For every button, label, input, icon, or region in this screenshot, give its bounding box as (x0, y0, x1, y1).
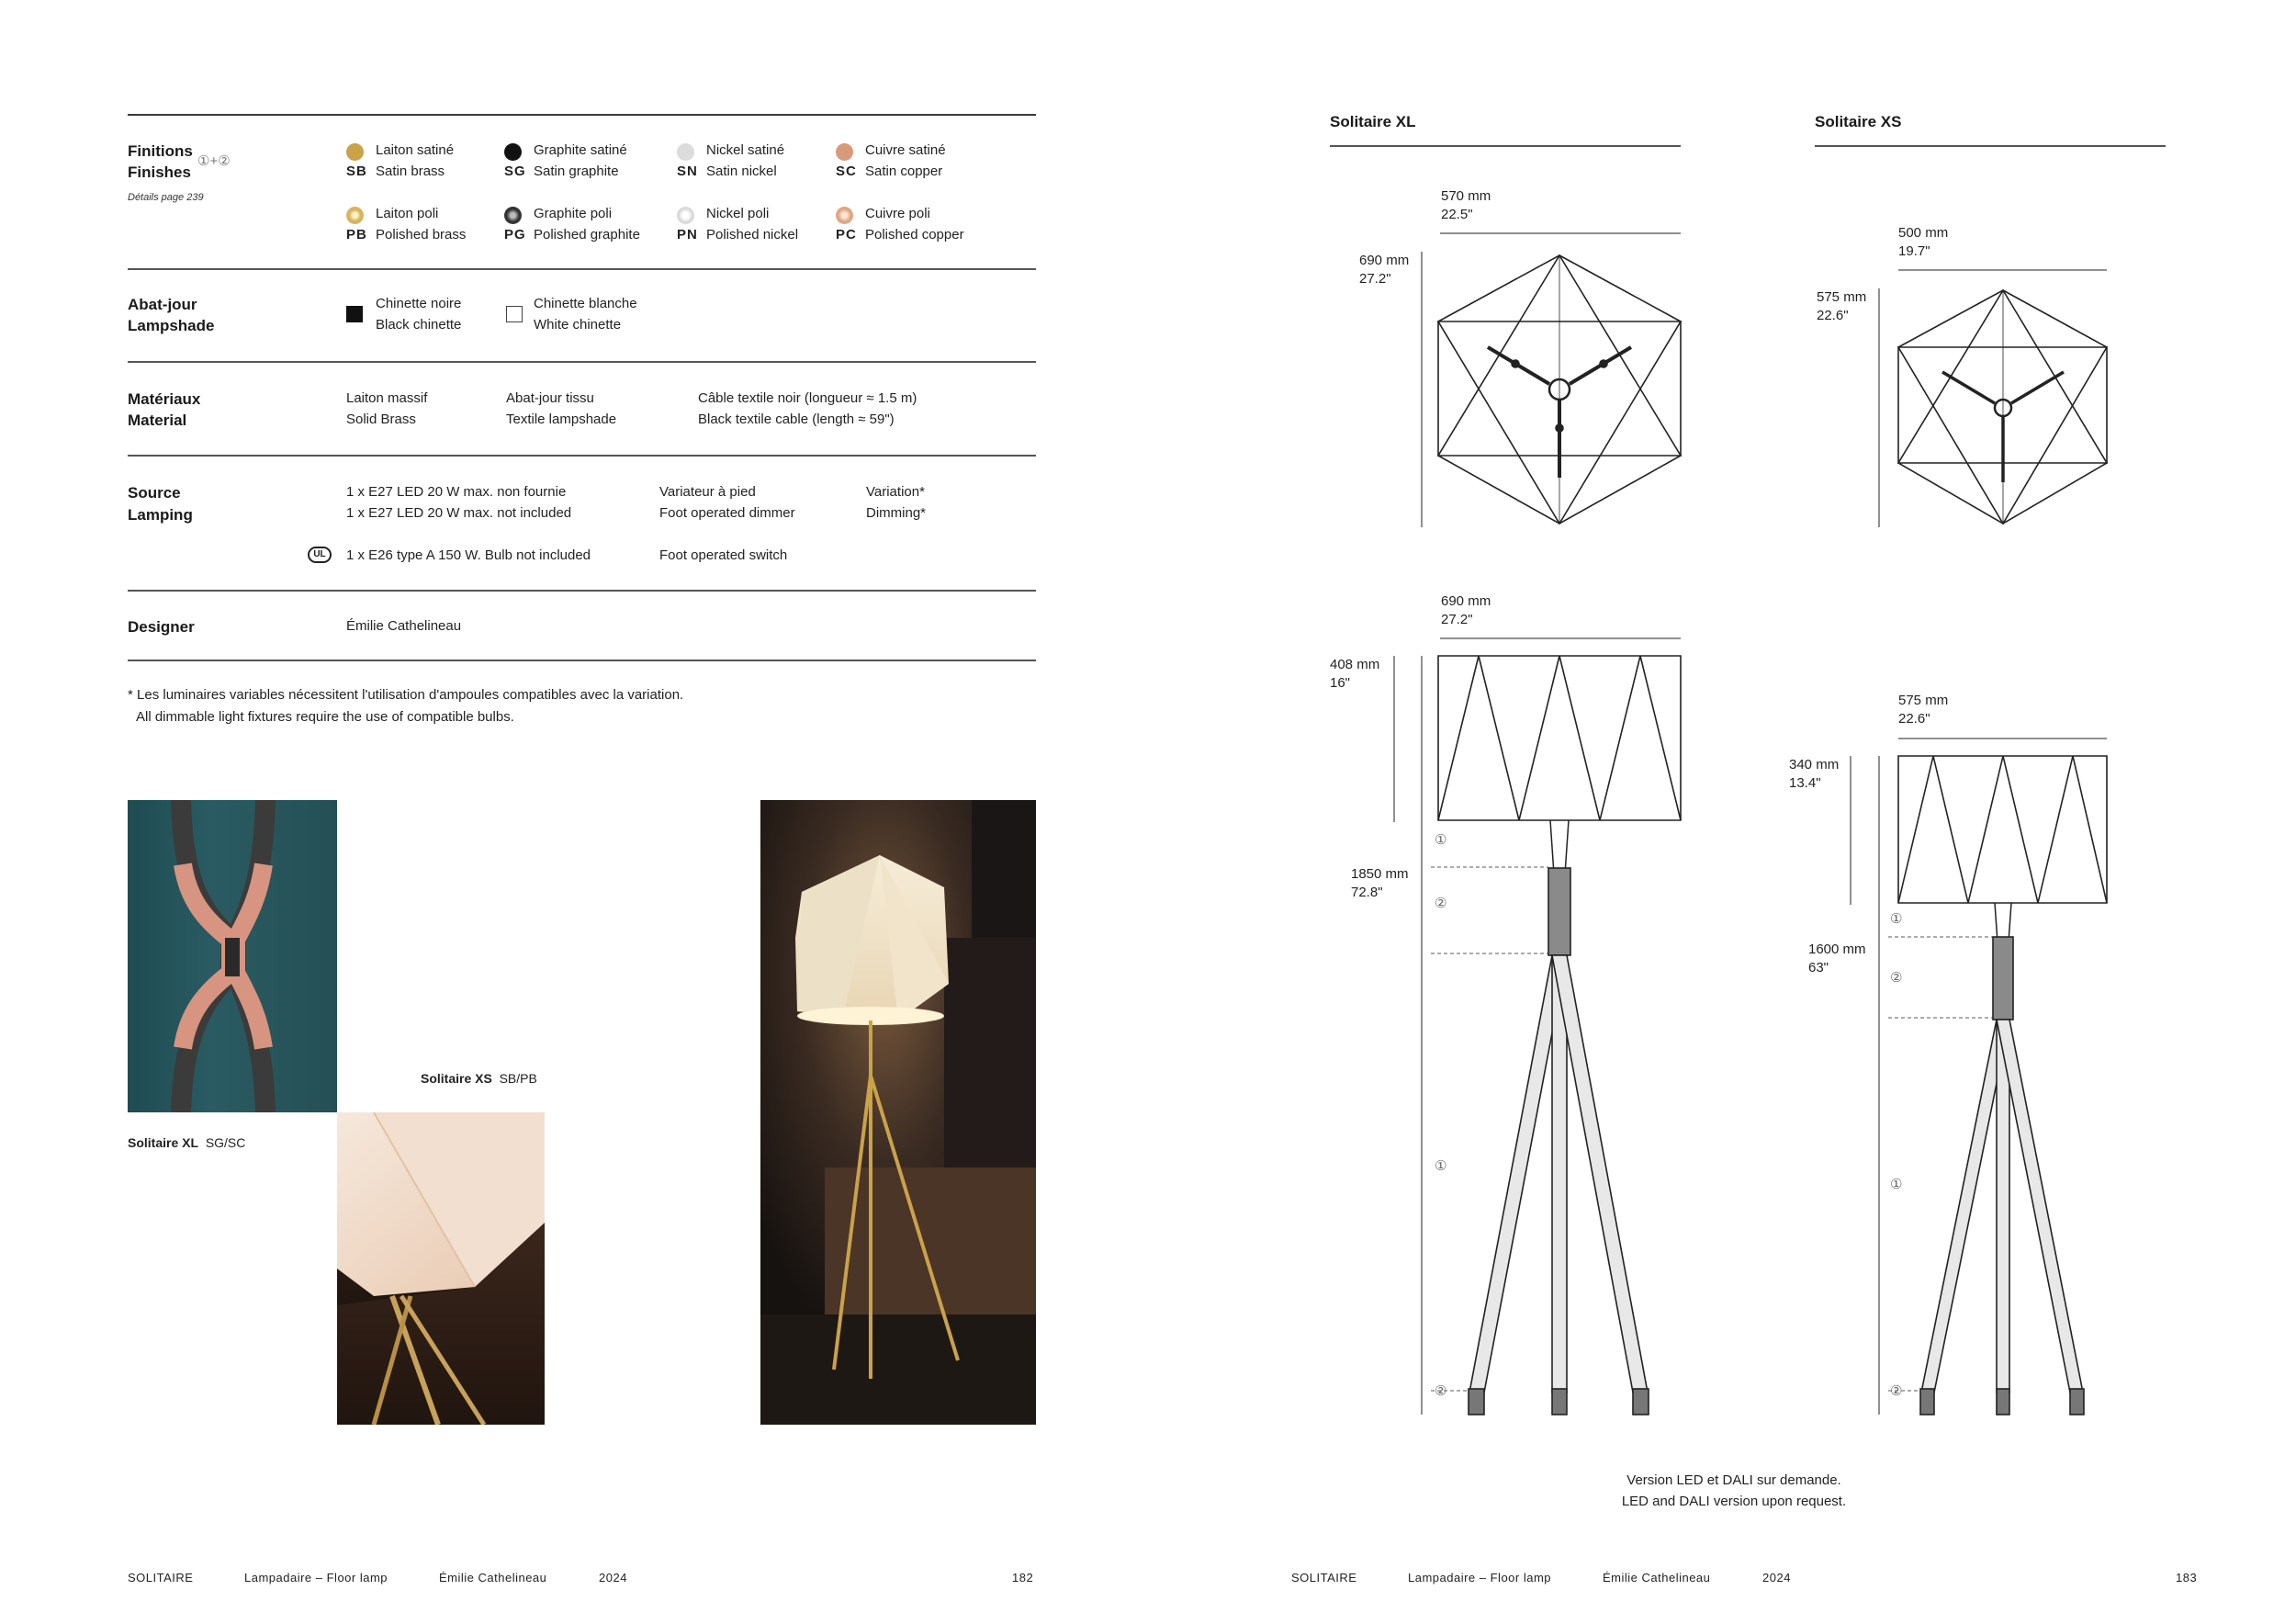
ul-lamping-line: 1 x E26 type A 150 W. Bulb not included (346, 547, 591, 563)
xl-top-height-mm: 690 mm (1359, 253, 1410, 268)
caption-xl (128, 1135, 245, 1150)
footer-brand: SOLITAIRE (128, 1571, 194, 1585)
caption-xs (421, 1071, 537, 1086)
white-chinette-swatch[interactable] (506, 306, 523, 322)
caption-xs-model: Solitaire XS (421, 1071, 492, 1086)
xl-marker-2-foot: ② (1435, 1383, 1447, 1399)
footer-type: Lampadaire – Floor lamp (244, 1571, 388, 1585)
variation-en: Dimming* (866, 505, 927, 521)
xl-top-width-mm: 570 mm (1441, 188, 1491, 204)
xs-marker-2-foot: ② (1890, 1383, 1903, 1399)
lamping-line1: 1 x E27 LED 20 W max. non fournie (346, 484, 567, 500)
xl-marker-1-top: ① (1435, 832, 1447, 848)
photo-room-scene (760, 800, 1036, 1425)
finish-steps: ①+② (197, 153, 231, 169)
xl-shade-height-mm: 408 mm (1330, 657, 1380, 672)
section-divider (128, 268, 1036, 270)
ul-certification-icon: UL (308, 547, 332, 563)
finish-fr: Laiton poli (376, 206, 439, 221)
finish-en: Polished brass (376, 227, 467, 242)
finishes-label-en: Finishes (128, 164, 191, 181)
swatch-dot (346, 143, 364, 161)
version-note-fr: Version LED et DALI sur demande. (1626, 1472, 1841, 1488)
finish-fr: Cuivre poli (865, 206, 930, 221)
xs-marker-2: ② (1890, 970, 1903, 986)
material-3-en: Black textile cable (length ≈ 59") (698, 412, 895, 427)
finish-en: Polished graphite (534, 227, 640, 242)
material-1-en: Solid Brass (346, 412, 416, 427)
footer-brand: SOLITAIRE (1291, 1571, 1357, 1585)
finish-fr: Graphite satiné (534, 142, 627, 158)
photo-xl-detail (128, 800, 337, 1112)
finish-en: Satin nickel (706, 164, 777, 179)
finish-fr: Nickel poli (706, 206, 770, 221)
lampshade-opt1-fr: Chinette noire (376, 296, 462, 311)
section-divider (128, 590, 1036, 592)
lamping-label-en: Lamping (128, 506, 193, 524)
caption-xl-finish: SG/SC (205, 1135, 246, 1150)
footer-type: Lampadaire – Floor lamp (1408, 1571, 1552, 1585)
xl-top-height-in: 27.2" (1359, 271, 1391, 287)
finish-code: SG (504, 164, 526, 179)
xl-side-width-in: 27.2" (1441, 612, 1473, 627)
section-divider (128, 660, 1036, 661)
finish-en: Satin graphite (534, 164, 619, 179)
lamping-line2: 1 x E27 LED 20 W max. not included (346, 505, 572, 521)
shade-closeup-illustration (337, 1112, 545, 1425)
finishes-label-fr: Finitions (128, 142, 193, 160)
xl-marker-2: ② (1435, 896, 1447, 911)
xl-marker-1-leg: ① (1435, 1158, 1447, 1174)
finish-fr: Nickel satiné (706, 142, 785, 158)
section-divider (128, 455, 1036, 457)
footer-year: 2024 (1762, 1571, 1791, 1585)
footer-page-number: 183 (2176, 1571, 2198, 1585)
xl-side-width-mm: 690 mm (1441, 593, 1491, 609)
finishes-details-note: Détails page 239 (128, 192, 204, 203)
finish-en: Satin copper (865, 164, 943, 179)
finish-code: PG (504, 227, 526, 242)
xs-marker-1-leg: ① (1890, 1177, 1903, 1192)
designer-name: Émilie Cathelineau (346, 618, 462, 634)
xs-marker-1-top: ① (1890, 911, 1903, 927)
footnote-fr: * Les luminaires variables nécessitent l'utilisation d'ampoules compatibles avec la variation. (128, 687, 684, 703)
lampshade-label-en: Lampshade (128, 317, 215, 334)
lamping-label-fr: Source (128, 484, 181, 502)
xs-title-rule (1815, 145, 2166, 147)
material-3-fr: Câble textile noir (longueur ≈ 1.5 m) (698, 390, 917, 406)
lampshade-opt2-en: White chinette (534, 317, 622, 333)
dimmer-fr: Variateur à pied (659, 484, 756, 500)
technical-drawing (1267, 165, 2186, 1433)
xs-top-width-in: 19.7" (1898, 243, 1930, 259)
finish-code: SB (346, 164, 367, 179)
finish-en: Polished nickel (706, 227, 799, 242)
xl-title-rule (1330, 145, 1681, 147)
xl-title: Solitaire XL (1330, 113, 1416, 130)
xs-top-height-in: 22.6" (1817, 308, 1849, 323)
dimmer-en: Foot operated dimmer (659, 505, 795, 521)
variation-fr: Variation* (866, 484, 925, 500)
finish-fr: Graphite poli (534, 206, 613, 221)
lampshade-opt2-fr: Chinette blanche (534, 296, 637, 311)
finish-code: SC (836, 164, 857, 179)
xs-total-height-in: 63" (1808, 960, 1829, 976)
version-note-en: LED and DALI version upon request. (1621, 1494, 1847, 1509)
footer-page-number: 182 (1012, 1571, 1034, 1585)
foot-switch: Foot operated switch (659, 547, 788, 563)
swatch-dot (836, 143, 853, 161)
finish-code: PB (346, 227, 367, 242)
xl-total-height-mm: 1850 mm (1351, 866, 1409, 882)
swatch-dot (677, 143, 694, 161)
swatch-dot (504, 143, 522, 161)
swatch-dot (346, 207, 364, 224)
xl-shade-height-in: 16" (1330, 675, 1351, 691)
xs-title: Solitaire XS (1815, 113, 1902, 130)
designer-label: Designer (128, 618, 195, 636)
xs-side-width-in: 22.6" (1898, 711, 1930, 727)
finish-fr: Laiton satiné (376, 142, 455, 158)
top-rule (128, 114, 1036, 116)
lampshade-opt1-en: Black chinette (376, 317, 462, 333)
finish-en: Satin brass (376, 164, 445, 179)
swatch-dot (504, 207, 522, 224)
xl-total-height-in: 72.8" (1351, 885, 1383, 900)
material-1-fr: Laiton massif (346, 390, 428, 406)
finish-code: PC (836, 227, 857, 242)
footer-designer: Émilie Cathelineau (1603, 1571, 1711, 1585)
xs-top-height-mm: 575 mm (1817, 289, 1867, 305)
xs-side-width-mm: 575 mm (1898, 693, 1949, 708)
material-2-fr: Abat-jour tissu (506, 390, 594, 406)
material-label-en: Material (128, 412, 187, 429)
xs-top-width-mm: 500 mm (1898, 225, 1949, 241)
lampshade-label-fr: Abat-jour (128, 296, 197, 313)
xs-total-height-mm: 1600 mm (1808, 942, 1866, 957)
section-divider (128, 361, 1036, 363)
footer-designer: Émilie Cathelineau (439, 1571, 547, 1585)
room-scene-illustration (760, 800, 1036, 1425)
xl-top-width-in: 22.5" (1441, 207, 1473, 222)
material-2-en: Textile lampshade (506, 412, 617, 427)
black-chinette-swatch[interactable] (346, 306, 363, 322)
photo-xs-detail (337, 1112, 545, 1425)
finish-en: Polished copper (865, 227, 964, 242)
finish-code: SN (677, 164, 698, 179)
caption-xs-finish: SB/PB (499, 1071, 537, 1086)
xs-shade-height-in: 13.4" (1789, 775, 1821, 791)
finish-fr: Cuivre satiné (865, 142, 946, 158)
material-label-fr: Matériaux (128, 390, 201, 408)
caption-xl-model: Solitaire XL (128, 1135, 199, 1150)
leg-detail-illustration (128, 800, 337, 1112)
swatch-dot (677, 207, 694, 224)
xs-shade-height-mm: 340 mm (1789, 757, 1840, 773)
swatch-dot (836, 207, 853, 224)
finish-code: PN (677, 227, 698, 242)
footnote-en: All dimmable light fixtures require the use of compatible bulbs. (136, 709, 514, 725)
footer-year: 2024 (599, 1571, 627, 1585)
